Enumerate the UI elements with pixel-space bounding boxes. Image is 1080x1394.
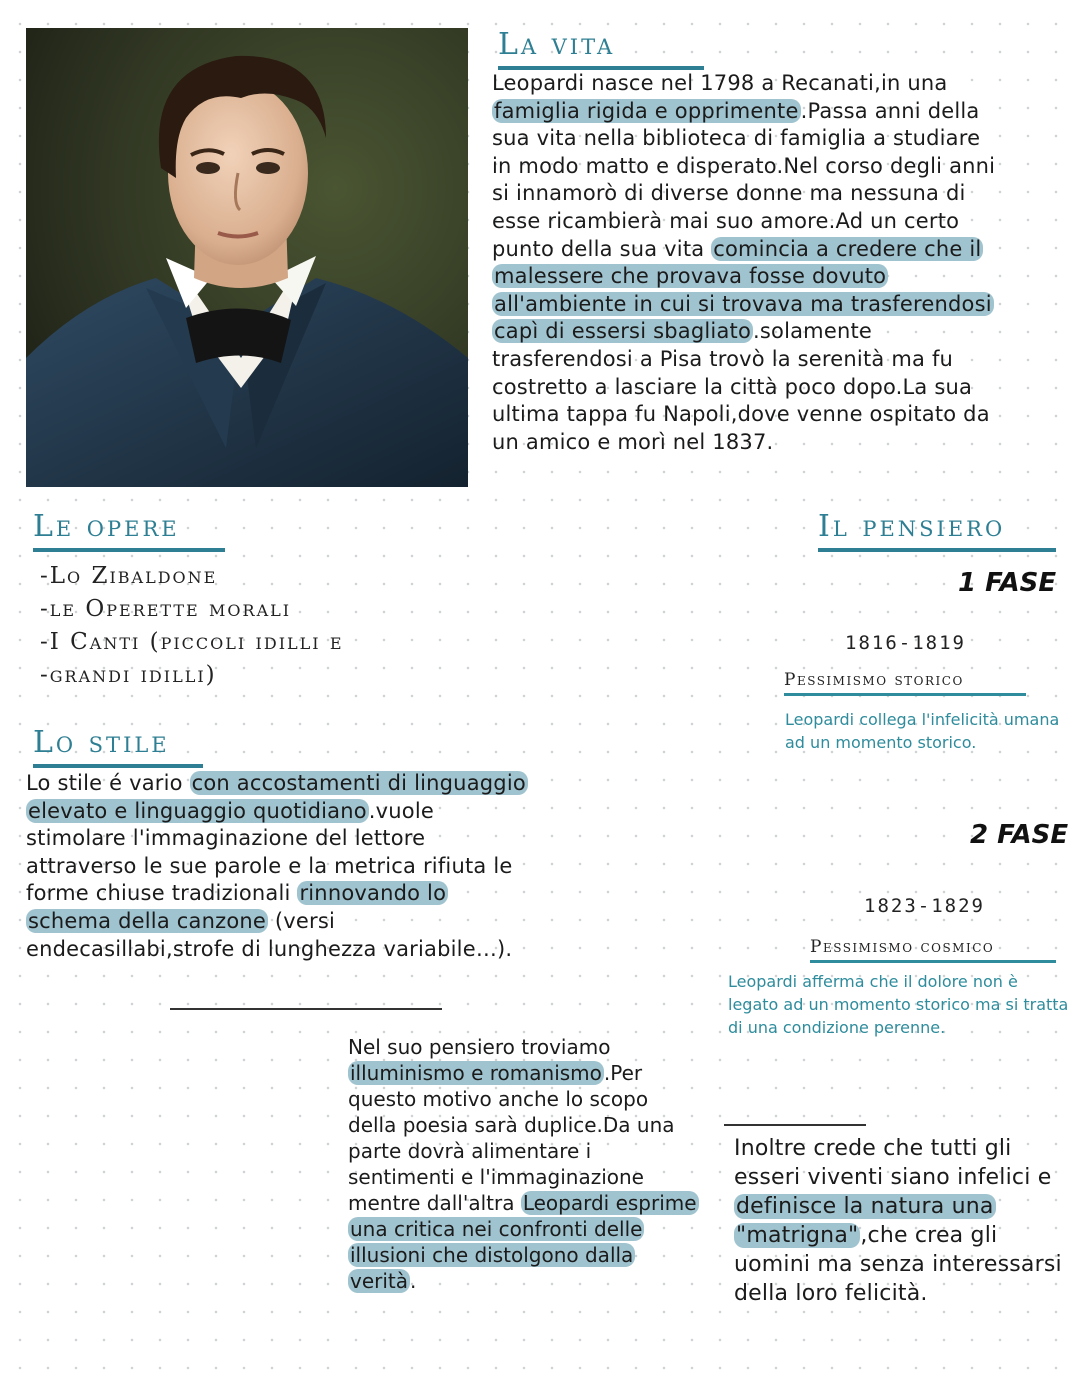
vita-highlight-2: comincia a credere che il malessere che provava fosse dovuto all'ambiente in cui si trovava ma trasferendosi capì di essersi sbagliato (494, 236, 992, 344)
center-note (348, 1034, 698, 1294)
stile-heading: Lo stile (33, 726, 203, 768)
right-note (734, 1134, 1064, 1308)
stile-highlight-2: rinnovando lo schema della canzone (28, 881, 447, 933)
opere-item: -Lo Zibaldone (40, 563, 218, 589)
fase1-years: 1816-1819 (845, 632, 966, 654)
center-note-part2: .Per questo motivo anche lo scopo della poesia sarà duplice.Da una parte dovrà alimentare i sentimenti e l'immaginazione mentre dall'altra (348, 1061, 675, 1215)
vita-heading: La vita (498, 28, 704, 70)
vita-text (492, 70, 997, 456)
pensiero-heading: Il pensiero (818, 510, 1056, 552)
right-note-part2: ,che crea gli uomini ma senza interessarsi della loro felicità. (734, 1223, 1062, 1306)
center-note-highlight-1: illuminismo e romanismo (350, 1061, 602, 1085)
stile-text-part3: (versi endecasillabi,strofe di lunghezza variabile…). (26, 908, 513, 961)
opere-item: -le Operette morali (40, 596, 292, 622)
vita-highlight-1: famiglia rigida e opprimente (494, 98, 799, 123)
center-note-part3: . (410, 1269, 417, 1293)
opere-item: -grandi idilli) (40, 662, 217, 688)
center-note-highlight-2: Leopardi esprime una critica nei confronti delle illusioni che distolgono dalla verità (350, 1191, 697, 1293)
fase2-years: 1823-1829 (864, 895, 985, 917)
opere-heading: Le opere (33, 510, 225, 552)
stile-text-part2: .vuole stimolare l'immaginazione del lettore attraverso le sue parole e la metrica rifiuta le forme chiuse tradizionali (26, 798, 513, 906)
right-note-highlight: definisce la natura una "matrigna" (736, 1194, 994, 1248)
fase2-name: Pessimismo cosmico (810, 937, 1056, 963)
portrait-illustration (26, 28, 468, 487)
divider-line (170, 1008, 442, 1010)
fase1-label: 1 FASE (958, 568, 1057, 598)
divider-line-right (724, 1124, 866, 1126)
vita-text-part2: .Passa anni della sua vita nella biblioteca di famiglia a studiare in modo matto e disperato.Nel corso degli anni si innamorò di diverse donne ma nessuna di esse ricambierà mai suo amore.Ad un certo punto della sua vita (492, 98, 996, 261)
stile-text-part1: Lo stile é vario (26, 771, 190, 795)
fase2-text: Leopardi afferma che il dolore non è legato ad un momento storico ma si tratta di una condizione perenne. (728, 972, 1069, 1037)
center-note-part1: Nel suo pensiero troviamo (348, 1035, 611, 1059)
stile-highlight-1: con accostamenti di linguaggio elevato e linguaggio quotidiano (28, 771, 526, 823)
vita-text-part3: .solamente trasferendosi a Pisa trovò la serenità ma fu costretto a lasciare la città poco dopo.La sua ultima tappa fu Napoli,dove venne ospitato da un amico e morì nel 1837. (492, 319, 990, 454)
portrait-image (26, 28, 468, 487)
stile-text (26, 770, 536, 963)
right-note-part1: Inoltre crede che tutti gli esseri viventi siano infelici e (734, 1136, 1052, 1190)
fase1-text: Leopardi collega l'infelicità umana ad un momento storico. (785, 710, 1060, 752)
opere-list (40, 560, 460, 692)
fase2-label: 2 FASE (970, 820, 1069, 850)
opere-item: -I Canti (piccoli idilli e (40, 629, 344, 655)
vita-text-part1: Leopardi nasce nel 1798 a Recanati,in una (492, 71, 948, 95)
fase1-name: Pessimismo storico (784, 670, 1026, 696)
